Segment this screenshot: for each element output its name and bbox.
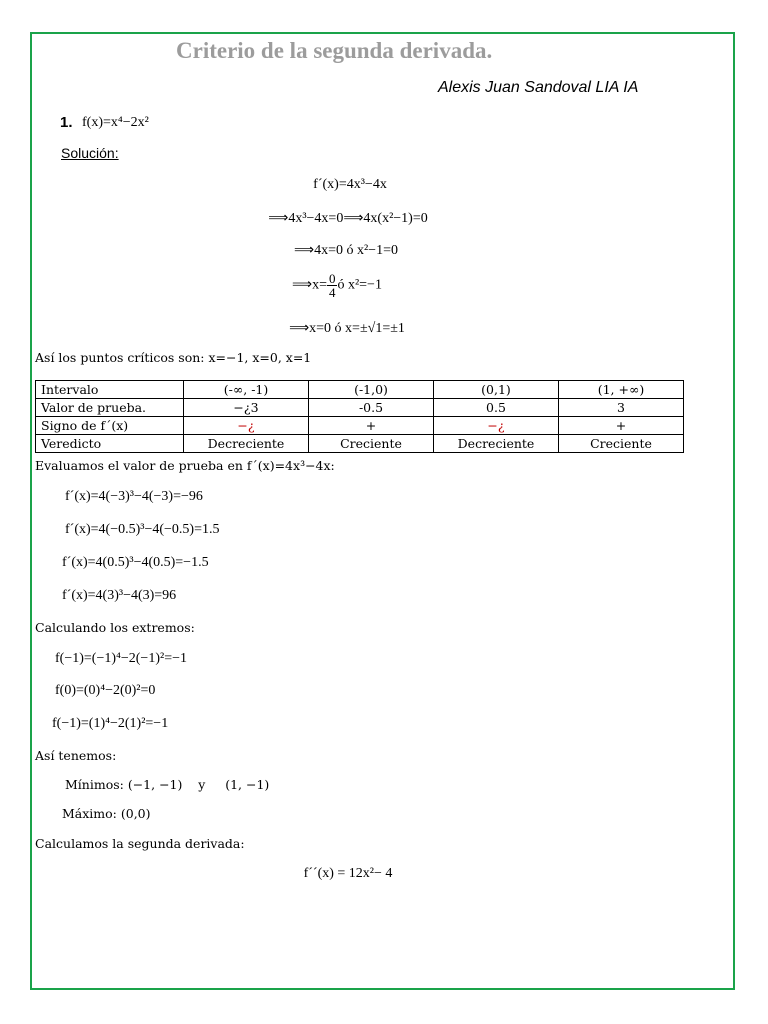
table-cell: (1, +∞) — [559, 381, 684, 399]
extremes-intro: Calculando los extremos: — [35, 620, 195, 635]
evaluation-line: f´(x)=4(−0.5)³−4(−0.5)=1.5 — [65, 522, 220, 537]
table-cell: (-∞, -1) — [184, 381, 309, 399]
table-cell: Intervalo — [36, 381, 184, 399]
table-cell: Creciente — [559, 435, 684, 453]
extreme-line: f(0)=(0)⁴−2(0)²=0 — [55, 683, 156, 698]
derivation-step-3-suffix: ó x²=−1 — [337, 277, 382, 293]
evaluation-line: f´(x)=4(3)³−4(3)=96 — [62, 588, 177, 603]
minimums: Mínimos: (−1, −1) y (1, −1) — [65, 777, 270, 792]
table-cell: Veredicto — [36, 435, 184, 453]
table-cell: -0.5 — [309, 399, 434, 417]
evaluation-line: f´(x)=4(0.5)³−4(0.5)=−1.5 — [62, 555, 209, 570]
table-cell: (-1,0) — [309, 381, 434, 399]
derivation-step-3-prefix: ⟹x= — [292, 277, 327, 293]
problem-function: f(x)=x⁴−2x² — [82, 115, 149, 130]
evaluation-line: f´(x)=4(−3)³−4(−3)=−96 — [65, 489, 203, 504]
derivation-step-2: ⟹4x=0 ó x²−1=0 — [294, 243, 398, 258]
derivation-step-1: ⟹4x³−4x=0⟹4x(x²−1)=0 — [268, 211, 428, 226]
table-cell: −¿ — [434, 417, 559, 435]
derivation-step-4: ⟹x=0 ó x=±√1=±1 — [289, 321, 405, 336]
author-name: Alexis Juan Sandoval LIA IA — [438, 79, 639, 96]
conclusion-intro: Así tenemos: — [35, 748, 117, 763]
table-row — [36, 435, 684, 453]
table-cell: + — [309, 417, 434, 435]
table-header-row — [36, 381, 684, 399]
evaluate-intro: Evaluamos el valor de prueba en f´(x)=4x³−4x: — [35, 458, 335, 473]
critical-points-text: Así los puntos críticos son: x=−1, x=0, x=1 — [35, 350, 312, 365]
table-cell: −¿ — [184, 417, 309, 435]
fraction — [327, 272, 338, 299]
fraction-denominator: 4 — [328, 285, 336, 300]
table-cell: Decreciente — [434, 435, 559, 453]
problem-number: 1. — [60, 114, 73, 131]
maximum: Máximo: (0,0) — [62, 806, 151, 821]
table-cell: (0,1) — [434, 381, 559, 399]
table-row — [36, 417, 684, 435]
table-cell: Creciente — [309, 435, 434, 453]
page-title: Criterio de la segunda derivada. — [176, 38, 493, 63]
table-cell: Decreciente — [184, 435, 309, 453]
derivation-step-3 — [292, 272, 382, 299]
table-cell: 0.5 — [434, 399, 559, 417]
fraction-numerator: 0 — [328, 271, 336, 286]
second-derivative-intro: Calculamos la segunda derivada: — [35, 836, 245, 851]
derivative-line: f´(x)=4x³−4x — [313, 177, 387, 192]
interval-table — [35, 380, 684, 453]
table-cell: 3 — [559, 399, 684, 417]
extreme-line: f(−1)=(−1)⁴−2(−1)²=−1 — [55, 651, 187, 666]
table-cell — [184, 399, 309, 417]
extreme-line: f(−1)=(1)⁴−2(1)²=−1 — [52, 716, 169, 731]
second-derivative: f´´(x) = 12x²− 4 — [303, 866, 393, 881]
table-cell: Signo de f´(x) — [36, 417, 184, 435]
table-cell-value: −¿3 — [233, 399, 259, 415]
table-cell: Valor de prueba. — [36, 399, 184, 417]
solution-label: Solución: — [61, 145, 119, 161]
table-row — [36, 399, 684, 417]
table-cell: + — [559, 417, 684, 435]
